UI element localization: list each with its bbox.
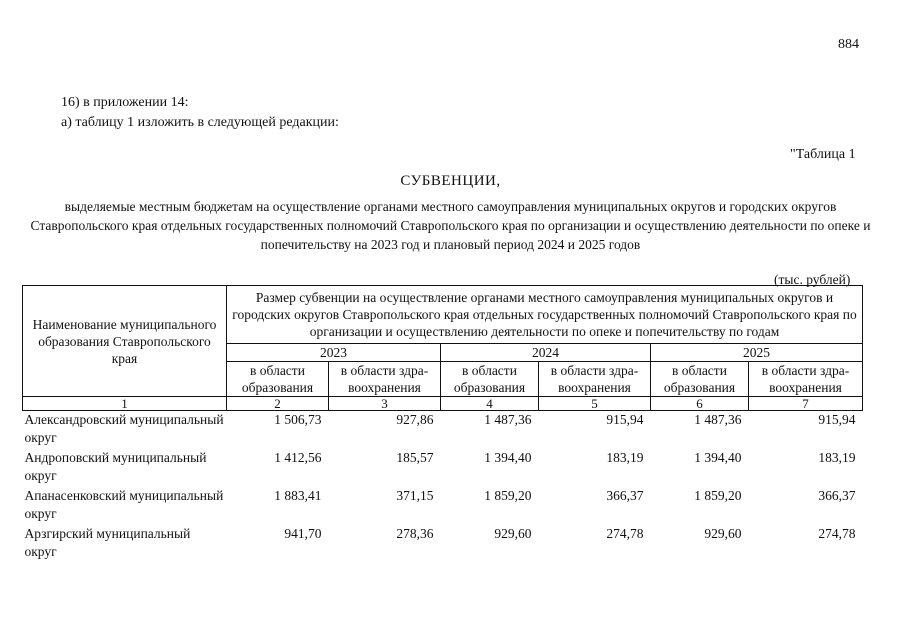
value-2023-healthcare: 927,86 xyxy=(396,412,434,427)
table-row xyxy=(23,525,863,563)
header-year-2023: 2023 xyxy=(227,344,441,362)
value-2023-healthcare: 278,36 xyxy=(396,526,434,541)
value-2024-healthcare: 366,37 xyxy=(606,488,644,503)
value-2024-education: 1 859,20 xyxy=(484,488,532,503)
value-2024-healthcare: 274,78 xyxy=(606,526,644,541)
municipality-name: Апанасенковский муниципальный округ xyxy=(24,488,224,521)
column-number: 1 xyxy=(23,397,227,411)
value-2023-healthcare: 185,57 xyxy=(396,450,434,465)
value-2025-education: 929,60 xyxy=(704,526,742,541)
header-2023-education: в области образования xyxy=(227,362,329,397)
value-2024-education: 929,60 xyxy=(494,526,532,541)
value-2025-healthcare: 366,37 xyxy=(818,488,856,503)
units-label: (тыс. рублей) xyxy=(774,272,851,287)
value-2023-education: 1 883,41 xyxy=(274,488,322,503)
value-2024-healthcare: 915,94 xyxy=(606,412,644,427)
table-row xyxy=(23,449,863,487)
value-2025-healthcare: 274,78 xyxy=(818,526,856,541)
value-2023-education: 1 412,56 xyxy=(274,450,322,465)
header-2025-healthcare: в области здра-воохранения xyxy=(749,362,863,397)
header-2025-education: в области образования xyxy=(651,362,749,397)
table-row xyxy=(23,487,863,525)
table-row xyxy=(23,411,863,450)
value-2025-education: 1 859,20 xyxy=(694,488,742,503)
municipality-name: Александровский муниципальный округ xyxy=(24,412,224,445)
header-2023-healthcare: в области здра-воохранения xyxy=(329,362,441,397)
column-number: 3 xyxy=(329,397,441,411)
header-municipality-name: Наименование муниципального образования Ставропольского края xyxy=(23,286,227,397)
value-2024-education: 1 487,36 xyxy=(484,412,532,427)
value-2025-education: 1 487,36 xyxy=(694,412,742,427)
column-number: 6 xyxy=(651,397,749,411)
header-year-2025: 2025 xyxy=(651,344,863,362)
intro-line-1: 16) в приложении 14: xyxy=(61,95,189,110)
value-2024-healthcare: 183,19 xyxy=(606,450,644,465)
header-2024-healthcare: в области здра-воохранения xyxy=(539,362,651,397)
document-subtitle: выделяемые местным бюджетам на осуществление органами местного самоуправления муниципальных округов и городских округов Ставропольского края отдельных государственных полномочий Ставропольского края по организации и осуществлению деятельности по опеке и попечительству на 2023 год и плановый период 2024 и 2025 годов xyxy=(30,199,871,252)
value-2023-healthcare: 371,15 xyxy=(396,488,434,503)
column-number: 5 xyxy=(539,397,651,411)
column-number: 4 xyxy=(441,397,539,411)
header-2024-education: в области образования xyxy=(441,362,539,397)
document-title: СУБВЕНЦИИ, xyxy=(400,173,501,189)
value-2023-education: 1 506,73 xyxy=(274,412,322,427)
value-2025-healthcare: 183,19 xyxy=(818,450,856,465)
value-2025-healthcare: 915,94 xyxy=(818,412,856,427)
table-label: "Таблица 1 xyxy=(790,147,856,162)
intro-line-2: а) таблицу 1 изложить в следующей редакции: xyxy=(61,115,339,130)
column-number: 7 xyxy=(749,397,863,411)
value-2023-education: 941,70 xyxy=(284,526,322,541)
value-2024-education: 1 394,40 xyxy=(484,450,532,465)
header-subsidy-size: Размер субвенции на осуществление органами местного самоуправления муниципальных округов и городских округов Ставропольского края отдельных государственных полномочий Ставропольского края по организации и осуществлению деятельности по опеке и попечительству по годам xyxy=(227,286,863,344)
page-number: 884 xyxy=(838,37,859,52)
municipality-name: Андроповский муниципальный округ xyxy=(24,450,207,483)
value-2025-education: 1 394,40 xyxy=(694,450,742,465)
column-number: 2 xyxy=(227,397,329,411)
municipality-name: Арзгирский муниципальный округ xyxy=(24,526,191,559)
header-year-2024: 2024 xyxy=(441,344,651,362)
subsidies-table xyxy=(22,285,863,563)
